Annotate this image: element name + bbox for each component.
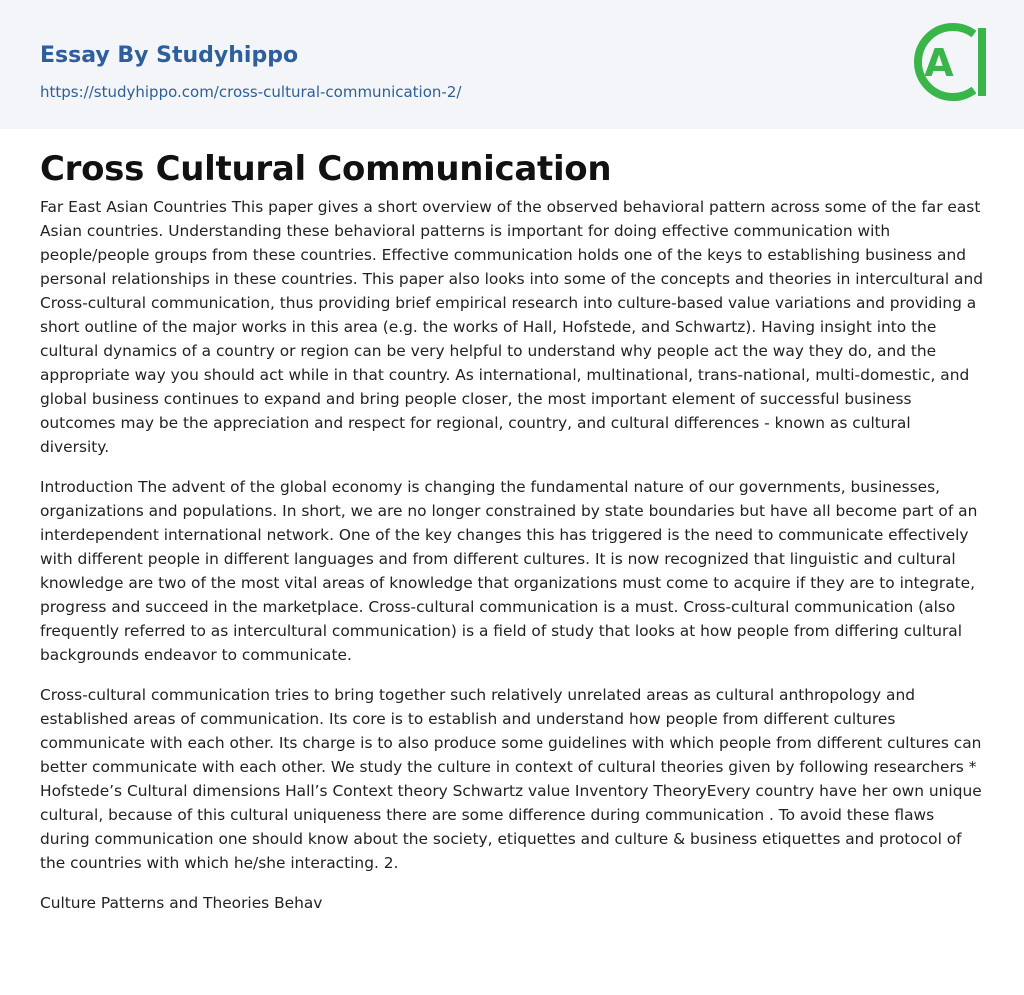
site-brand[interactable]: Essay By Studyhippo [40,43,299,68]
site-header [0,0,1024,129]
essay-url-link[interactable]: https://studyhippo.com/cross-cultural-communication-2/ [40,83,462,101]
article-paragraph: Culture Patterns and Theories Behav [40,894,323,912]
logo-letter: A [924,41,954,85]
article-paragraph: Cross-cultural communication tries to bring together such relatively unrelated areas as cultural anthropology and established areas of communication. Its core is to establish and understand how people from different cultures communicate with each other. Its charge is to also produce some guidelines with which people from different cultures can better communicate with each other. We study the culture in context of cultural theories given by following researchers * Hofstede’s Cultural dimensions Hall’s Context theory Schwartz value Inventory TheoryEvery country have her own unique cultural, because of this cultural uniqueness there are some difference during communication . To avoid these flaws during communication one should know about the society, etiquettes and culture & business etiquettes and protocol of the countries with which he/she interacting. 2. [40,686,982,872]
page-title: Cross Cultural Communication [40,149,612,189]
article-paragraph: Far East Asian Countries This paper gives a short overview of the observed behavioral pattern across some of the far east Asian countries. Understanding these behavioral patterns is important for doing effective communication with people/people groups from these countries. Effective communication holds one of the keys to establishing business and personal relationships in these countries. This paper also looks into some of the concepts and theories in intercultural and Cross-cultural communication, thus providing brief empirical research into culture-based value variations and providing a short outline of the major works in this area (e.g. the works of Hall, Hofstede, and Schwartz). Having insight into the cultural dynamics of a country or region can be very helpful to understand why people act the way they do, and the appropriate way you should act while in that country. As international, multinational, trans-national, multi-domestic, and global business continues to expand and bring people closer, the most important element of successful business outcomes may be the appreciation and respect for regional, country, and cultural differences - known as cultural diversity. [40,198,983,456]
article [0,149,1024,915]
article-paragraph: Introduction The advent of the global economy is changing the fundamental nature of our governments, businesses, organizations and populations. In short, we are no longer constrained by state boundaries but have all become part of an interdependent international network. One of the key changes this has triggered is the need to communicate effectively with different people in different languages and from different cultures. It is now recognized that linguistic and cultural knowledge are two of the most vital areas of knowledge that organizations must come to acquire if they are to integrate, progress and succeed in the marketplace. Cross-cultural communication is a must. Cross-cultural communication (also frequently referred to as intercultural communication) is a field of study that looks at how people from differing cultural backgrounds endeavor to communicate. [40,478,978,664]
studyhippo-logo-icon[interactable] [912,20,986,104]
